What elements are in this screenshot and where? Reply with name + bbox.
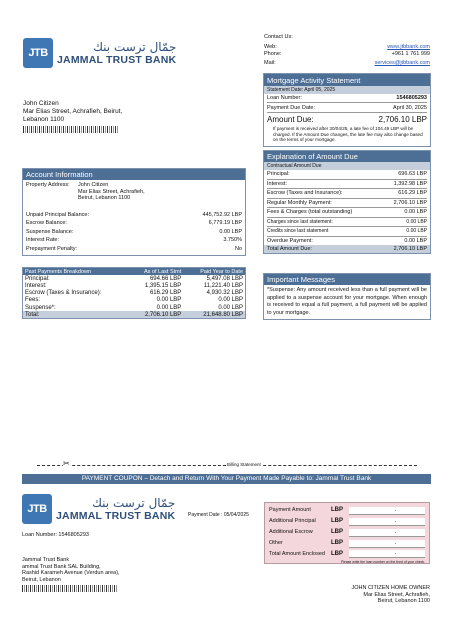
loan-number-value: 1546805293: [396, 95, 427, 101]
customer-address-line2: Lebanon 1100: [23, 116, 65, 123]
property-address-line: Mar Elias Street, Achrafieh,: [78, 188, 145, 195]
coupon-payment-date: Payment Date : 05/04/2025: [188, 512, 249, 518]
payment-amount-input[interactable]: .: [349, 507, 425, 515]
due-date-value: April 30, 2025: [393, 105, 427, 111]
loan-number-label: Loan Number:: [267, 95, 302, 101]
explanation-row: Overdue Payment: 0.00 LBP: [267, 237, 427, 244]
property-address-label: Property Address:: [26, 182, 70, 188]
customer-name: John Citizen: [23, 100, 59, 107]
account-row: Unpaid Principal Balance: 445,752.92 LBP: [26, 211, 242, 218]
postal-barcode: [23, 126, 119, 133]
contact-block: [264, 34, 430, 67]
bank-return-address: Jammal Trust Bank ammal Trust Bank SAL Building, Rashid Karameh Avenue (Verdun area), Beirut, Lebanon: [22, 557, 119, 592]
bank-logo: [23, 38, 176, 68]
past-payments-table: [22, 267, 246, 319]
other-amount-input[interactable]: .: [349, 540, 425, 548]
account-row: Interest Rate: 3.750%: [26, 237, 242, 243]
past-payments-row: Principal: 694.66 LBP 5,497.08 LBP: [25, 275, 243, 282]
statement-title: Mortgage Activity Statement: [264, 74, 430, 86]
cut-label: Billing Statement: [227, 462, 261, 467]
additional-escrow-input[interactable]: .: [349, 529, 425, 537]
account-row: Escrow Balance: 6,779.19 LBP: [26, 220, 242, 226]
explanation-row: Regular Monthly Payment: 2,706.10 LBP: [267, 199, 427, 209]
web-label: Web:: [264, 44, 277, 50]
past-payments-row: Fees: 0.00 LBP 0.00 LBP: [25, 297, 243, 304]
property-address-line: Beirut, Lebanon 1100: [78, 195, 131, 201]
account-info-title: Account Information: [23, 169, 245, 180]
coupon-bank-logo: [22, 494, 175, 524]
scissors-icon: ✂: [63, 459, 70, 468]
past-payments-row: Suspense*: 0.00 LBP 0.00 LBP: [25, 304, 243, 311]
jtb-logo-icon: JTB: [23, 38, 53, 68]
mail-label: Mail:: [264, 60, 276, 66]
additional-principal-input[interactable]: .: [349, 518, 425, 526]
payment-form-row: Additional Escrow LBP .: [269, 527, 425, 538]
explanation-row: Fees & Charges (total outstanding) 0.00 LBP: [267, 208, 427, 218]
past-payments-row: Interest: 1,395.15 LBP 11,221.40 LBP: [25, 282, 243, 289]
bank-name-arabic: جمّال ترست بنك: [93, 40, 177, 54]
customer-address: [23, 100, 122, 133]
amount-due-label: Amount Due:: [267, 115, 314, 124]
bank-name: JAMMAL TRUST BANK: [57, 54, 177, 66]
contact-title: Contact Us:: [264, 34, 293, 40]
payment-form-row: Payment Amount LBP .: [269, 505, 425, 516]
explanation-row: Interest: 1,392.98 LBP: [267, 180, 427, 190]
phone-value: +961 1 761 999: [391, 51, 430, 57]
explanation-row: Principal: 696.63 LBP: [267, 170, 427, 180]
late-fee-note: If payment is received after 30/04/25, a late fee of 104.49 LBP will be charged. If the Amount Due changes, the late fee may also change based on the terms of your mortgage.: [273, 126, 423, 142]
web-link[interactable]: www.jtbbank.com: [387, 44, 430, 50]
payment-form-row: Total Amount Enclosed LBP .: [269, 549, 425, 559]
explanation-panel: [263, 150, 431, 254]
postal-barcode: [22, 585, 118, 592]
customer-address-line1: Mar Elias Street, Achrafieh, Beirut,: [23, 108, 123, 115]
coupon-loan-number: Loan Number: 1546805293: [22, 532, 89, 538]
total-enclosed-input[interactable]: .: [349, 550, 425, 558]
jtb-logo-icon: JTB: [22, 494, 52, 524]
important-messages-title: Important Messages: [264, 274, 430, 285]
explanation-row: Escrow (Taxes and Insurance): 616.29 LBP: [267, 189, 427, 199]
payment-form-note: Please write the loan number on the front of your check.: [340, 560, 425, 564]
coupon-banner: PAYMENT COUPON – Detach and Return With Your Payment Made Payable to: Jammal Trust Bank: [22, 474, 431, 484]
mail-link[interactable]: services@jtbbank.com: [374, 60, 430, 66]
payment-form: [264, 502, 430, 564]
home-owner-address: JOHN CITIZEN HOME OWNER Mar Elias Street, Achrafieh, Beirut, Lebanon 1100: [351, 585, 430, 604]
bank-name-arabic: جمّال ترست بنك: [92, 496, 176, 510]
important-messages-body: *Suspense: Any amount received less than a full payment will be applied to a suspense account for your mortgage. When enough is received to equal a full payment, a full payment will be applied to your mortgage.: [267, 287, 427, 316]
explanation-row: Charges since last statement: 0.00 LBP: [267, 218, 427, 228]
contractual-subheader: Contractual Amount Due: [264, 162, 430, 170]
account-row: Prepayment Penalty: No: [26, 245, 242, 252]
bank-name: JAMMAL TRUST BANK: [56, 510, 176, 522]
due-date-label: Payment Due Date:: [267, 105, 315, 111]
phone-label: Phone:: [264, 51, 282, 57]
important-messages-panel: [263, 273, 431, 320]
account-info-panel: [22, 168, 246, 256]
account-row: Suspense Balance: 0.00 LBP: [26, 228, 242, 235]
statement-date: Statement Date: April 05, 2025: [264, 86, 430, 94]
past-payments-header: Past Payments Breakdown As of Last Stmt Paid Year to Date: [25, 268, 243, 275]
payment-form-row: Other LBP .: [269, 538, 425, 549]
past-payments-row: Escrow (Taxes & Insurance): 616.29 LBP 4,930.32 LBP: [25, 290, 243, 297]
total-amount-due-row: Total Amount Due: 2,706.10 LBP: [264, 245, 430, 253]
payment-form-row: Additional Principal LBP .: [269, 516, 425, 527]
amount-due-value: 2,706.10 LBP: [378, 115, 427, 124]
past-payments-total: Total: 2,706.10 LBP 21,648.80 LBP: [25, 311, 243, 318]
property-address-line: John Citizen: [78, 182, 109, 188]
explanation-title: Explanation of Amount Due: [264, 151, 430, 162]
statement-panel: [263, 73, 431, 147]
explanation-row: Credits since last statement 0.00 LBP: [267, 227, 427, 237]
